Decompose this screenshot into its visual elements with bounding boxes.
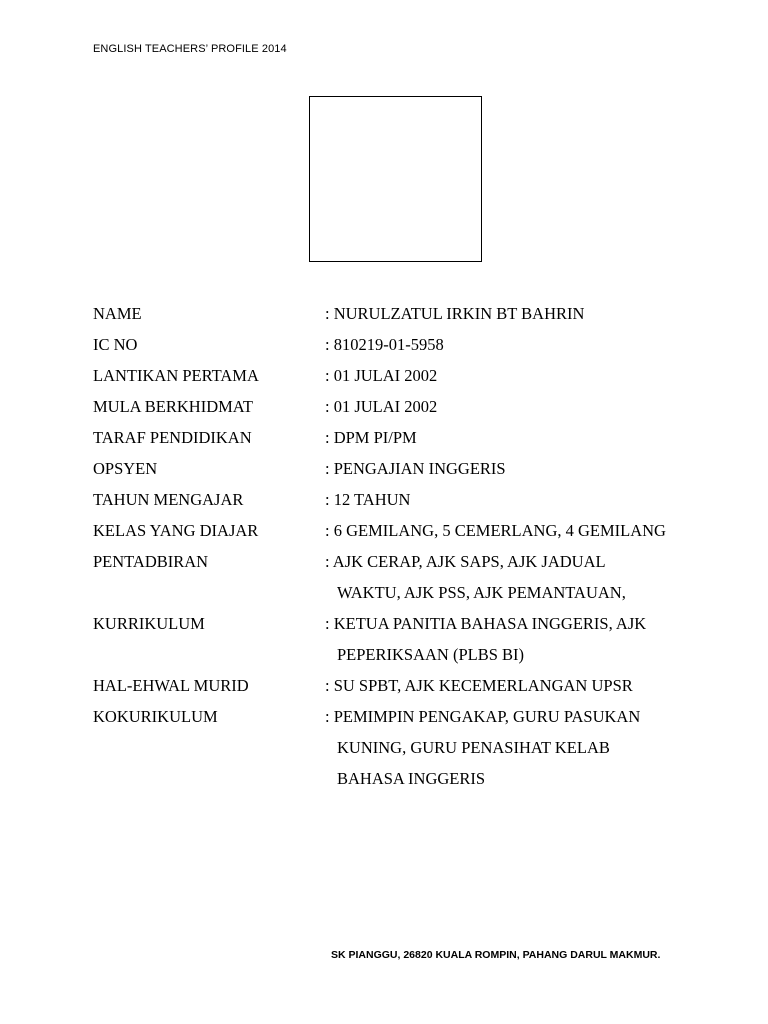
field-row (93, 360, 733, 391)
field-label: KURRIKULUM (93, 614, 205, 633)
field-row (93, 329, 733, 360)
field-value (325, 298, 584, 329)
field-value-line: : NURULZATUL IRKIN BT BAHRIN (325, 304, 585, 323)
school-address: SK PIANGGU, 26820 KUALA ROMPIN, PAHANG DARUL MAKMUR. (331, 949, 661, 961)
field-value (325, 484, 410, 515)
field-value (325, 329, 444, 360)
field-value-line: KUNING, GURU PENASIHAT KELAB (337, 738, 610, 757)
field-value-line: : SU SPBT, AJK KECEMERLANGAN UPSR (325, 676, 633, 695)
field-row (93, 546, 733, 608)
field-value (325, 360, 437, 391)
field-value-line: : AJK CERAP, AJK SAPS, AJK JADUAL (325, 552, 606, 571)
field-row (93, 453, 733, 484)
field-value (325, 546, 626, 608)
field-label: IC NO (93, 335, 138, 354)
field-value (325, 670, 633, 701)
field-row (93, 298, 733, 329)
field-label: LANTIKAN PERTAMA (93, 366, 259, 385)
field-label: KOKURIKULUM (93, 707, 218, 726)
field-value (325, 453, 506, 484)
field-value-line: : PEMIMPIN PENGAKAP, GURU PASUKAN (325, 707, 641, 726)
field-value (325, 391, 437, 422)
field-value-line: : PENGAJIAN INGGERIS (325, 459, 506, 478)
document-header: ENGLISH TEACHERS’ PROFILE 2014 (93, 43, 287, 55)
field-label: TARAF PENDIDIKAN (93, 428, 252, 447)
field-value-line: : 810219-01-5958 (325, 335, 444, 354)
profile-details (93, 298, 733, 794)
field-value-line: WAKTU, AJK PSS, AJK PEMANTAUAN, (337, 583, 626, 602)
field-value (325, 701, 640, 794)
field-value-line: : KETUA PANITIA BAHASA INGGERIS, AJK (325, 614, 647, 633)
field-label: PENTADBIRAN (93, 552, 209, 571)
field-label: NAME (93, 304, 142, 323)
field-label: HAL-EHWAL MURID (93, 676, 249, 695)
field-value-line: : 01 JULAI 2002 (325, 397, 438, 416)
field-row (93, 701, 733, 794)
field-value-line: BAHASA INGGERIS (337, 769, 486, 788)
field-value-line: : 01 JULAI 2002 (325, 366, 438, 385)
field-row (93, 422, 733, 453)
field-value-line: : 6 GEMILANG, 5 CEMERLANG, 4 GEMILANG (325, 521, 666, 540)
field-value-line: PEPERIKSAAN (PLBS BI) (337, 645, 525, 664)
field-value (325, 422, 417, 453)
field-value (325, 608, 646, 670)
field-value (325, 515, 666, 546)
field-value-line: : DPM PI/PM (325, 428, 417, 447)
field-row (93, 670, 733, 701)
field-label: KELAS YANG DIAJAR (93, 521, 259, 540)
field-value-line: : 12 TAHUN (325, 490, 411, 509)
field-label: TAHUN MENGAJAR (93, 490, 244, 509)
field-row (93, 515, 733, 546)
field-label: MULA BERKHIDMAT (93, 397, 253, 416)
field-row (93, 484, 733, 515)
photo-placeholder (309, 96, 482, 262)
field-label: OPSYEN (93, 459, 158, 478)
field-row (93, 391, 733, 422)
field-row (93, 608, 733, 670)
